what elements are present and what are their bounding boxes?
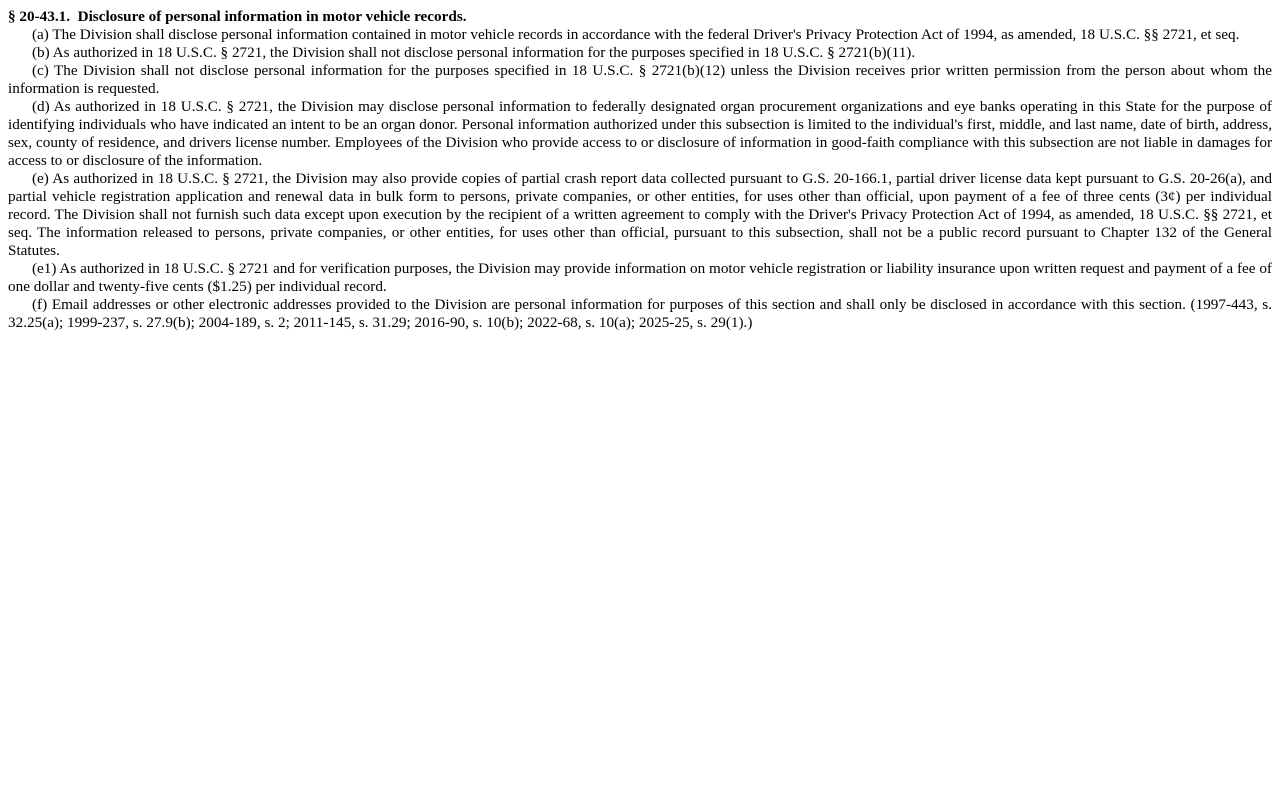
statute-section xyxy=(8,8,1272,332)
subsection-c: (c) The Division shall not disclose personal information for the purposes specified in 18 U.S.C. § 2721(b)(12) unless the Division receives prior written permission from the person about whom the information is requested. xyxy=(8,62,1272,97)
subsection-e: (e) As authorized in 18 U.S.C. § 2721, the Division may also provide copies of partial crash report data collected pursuant to G.S. 20-166.1, partial driver license data kept pursuant to G.S. 20-26(a), and partial vehicle registration application and renewal data in bulk form to persons, private companies, or other entities, for uses other than official, upon payment of a fee of three cents (3¢) per individual record. The Division shall not furnish such data except upon execution by the recipient of a written agreement to comply with the Driver's Privacy Protection Act of 1994, as amended, 18 U.S.C. §§ 2721, et seq. The information released to persons, private companies, or other entities, for uses other than official, pursuant to this subsection, shall not be a public record pursuant to Chapter 132 of the General Statutes. xyxy=(8,170,1272,259)
subsection-a: (a) The Division shall disclose personal information contained in motor vehicle records in accordance with the federal Driver's Privacy Protection Act of 1994, as amended, 18 U.S.C. §§ 2721, et seq. xyxy=(32,26,1240,43)
subsection-b: (b) As authorized in 18 U.S.C. § 2721, the Division shall not disclose personal information for the purposes specified in 18 U.S.C. § 2721(b)(11). xyxy=(32,44,916,61)
subsection-d: (d) As authorized in 18 U.S.C. § 2721, the Division may disclose personal information to federally designated organ procurement organizations and eye banks operating in this State for the purpose of identifying individuals who have indicated an intent to be an organ donor. Personal information authorized under this subsection is limited to the individual's first, middle, and last name, date of birth, address, sex, county of residence, and drivers license number. Employees of the Division who provide access to or disclosure of information in good-faith compliance with this subsection are not liable in damages for access to or disclosure of the information. xyxy=(8,98,1272,169)
section-heading: § 20-43.1. Disclosure of personal information in motor vehicle records. xyxy=(8,8,467,25)
subsection-e1: (e1) As authorized in 18 U.S.C. § 2721 and for verification purposes, the Division may provide information on motor vehicle registration or liability insurance upon written request and payment of a fee of one dollar and twenty-five cents ($1.25) per individual record. xyxy=(8,260,1272,295)
subsection-f-with-history: (f) Email addresses or other electronic addresses provided to the Division are personal information for purposes of this section and shall only be disclosed in accordance with this section. (1997-443, s. 32.25(a); 1999-237, s. 27.9(b); 2004-189, s. 2; 2011-145, s. 31.29; 2016-90, s. 10(b); 2022-68, s. 10(a); 2025-25, s. 29(1).) xyxy=(8,296,1272,331)
